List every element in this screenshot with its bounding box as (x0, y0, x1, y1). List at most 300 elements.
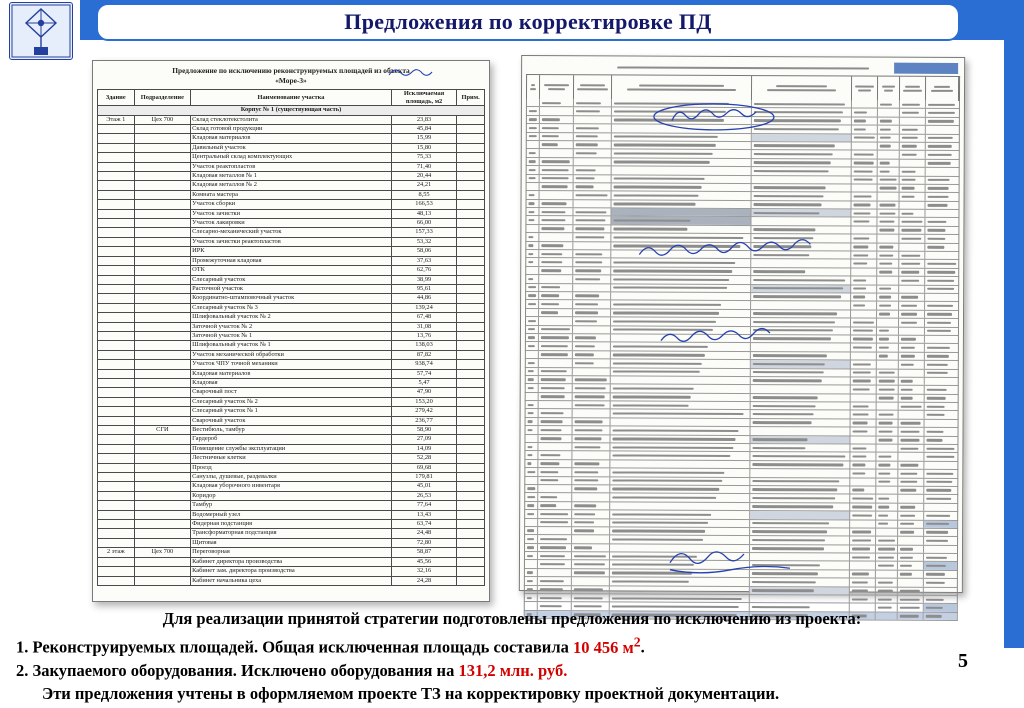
illegible-text-line (853, 321, 874, 323)
illegible-text-line (575, 144, 597, 146)
illegible-text-line (901, 112, 919, 114)
illegible-text-line (853, 195, 871, 197)
illegible-text-line (528, 219, 534, 221)
scan-cell (539, 418, 573, 426)
note-cell (457, 115, 485, 124)
illegible-text-line (528, 244, 534, 246)
scan-cell (752, 125, 852, 133)
scan-cell (850, 486, 876, 494)
scan-cell (574, 158, 612, 166)
illegible-text-line (900, 397, 912, 399)
excluded-area-cell: 95,61 (391, 284, 456, 293)
division-cell (134, 454, 191, 463)
scan-cell (852, 184, 878, 192)
scan-cell (750, 478, 850, 486)
note-cell (457, 482, 485, 491)
scan-cell (877, 352, 899, 359)
building-cell (98, 200, 135, 209)
scan-cell (925, 218, 958, 226)
illegible-text-line (527, 471, 536, 473)
illegible-text-line (900, 548, 914, 550)
table-row (98, 501, 485, 510)
illegible-text-line (901, 128, 918, 130)
building-cell (98, 172, 135, 181)
scan-cell (925, 302, 958, 310)
scan-cell (926, 101, 959, 109)
scan-cell (924, 504, 957, 512)
scan-cell (525, 460, 538, 467)
table-row (98, 303, 485, 312)
table-row (98, 426, 485, 435)
illegible-text-line (612, 404, 688, 407)
scan-cell (540, 124, 574, 132)
scan-cell (573, 301, 611, 309)
illegible-text-line (753, 212, 819, 215)
illegible-text-line (751, 572, 817, 575)
illegible-text-line (877, 598, 892, 600)
scan-cell (526, 225, 539, 232)
scan-cell (899, 327, 925, 335)
illegible-text-line (753, 312, 837, 315)
illegible-text-line (900, 514, 915, 516)
scan-cell (573, 292, 611, 300)
building-cell (98, 426, 135, 435)
division-cell (134, 228, 191, 237)
illegible-text-line (900, 338, 915, 340)
illegible-text-line (527, 496, 535, 498)
illegible-text-line (899, 590, 920, 592)
excluded-area-cell: 75,33 (391, 153, 456, 162)
note-cell (457, 284, 485, 293)
illegible-text-line (901, 321, 917, 323)
illegible-text-line (753, 161, 831, 164)
scan-cell (851, 260, 877, 268)
scan-cell (898, 503, 924, 511)
scan-cell (852, 201, 878, 209)
scan-cell (876, 503, 898, 510)
scan-cell (924, 470, 957, 478)
division-cell (134, 125, 191, 134)
illegible-text-line (900, 363, 914, 365)
note-cell (457, 162, 485, 171)
illegible-text-line (527, 538, 534, 540)
illegible-text-line (541, 135, 558, 137)
scan-cell (526, 426, 539, 433)
illegible-text-line (613, 177, 704, 180)
illegible-text-line (900, 439, 919, 441)
illegible-text-line (753, 254, 810, 257)
scan-cell (526, 292, 539, 299)
scan-cell (611, 267, 751, 275)
scan-cell (925, 227, 958, 235)
illegible-text-line (613, 261, 735, 264)
illegible-text-line (611, 597, 742, 600)
scan-cell (525, 586, 538, 593)
scan-cell (526, 284, 539, 291)
table-row (98, 538, 485, 547)
illegible-text-line (530, 88, 536, 90)
scan-cell (900, 101, 926, 109)
excluded-area-cell: 23,83 (391, 115, 456, 124)
illegible-text-line (612, 471, 725, 474)
scan-cell (538, 535, 572, 543)
building-cell (98, 360, 135, 369)
illegible-text-line (751, 564, 819, 567)
illegible-text-line (613, 135, 718, 138)
illegible-text-line (612, 538, 703, 541)
illegible-text-line (541, 244, 563, 246)
scan-cell (898, 487, 924, 495)
illegible-text-line (540, 337, 569, 340)
illegible-text-line (528, 110, 537, 112)
area-name-cell: Кладовая металлов № 2 (191, 181, 392, 190)
illegible-text-line (879, 254, 893, 256)
illegible-text-line (926, 540, 948, 542)
illegible-text-line (527, 420, 533, 422)
scan-cell (877, 243, 899, 250)
area-name-cell: Склад стеклотекстолита (191, 115, 392, 124)
illegible-text-line (752, 337, 831, 340)
division-cell (134, 350, 191, 359)
table-row (98, 557, 485, 566)
illegible-text-line (878, 472, 891, 474)
scan-cell (527, 183, 540, 190)
left-document-title-line1: Предложение по исключению реконструируемых площадей из объекта (172, 66, 410, 75)
illegible-text-line (574, 404, 604, 407)
illegible-text-line (574, 546, 593, 548)
illegible-text-line (927, 120, 953, 123)
area-name-cell: Водомерный узел (191, 510, 392, 519)
illegible-text-line (612, 354, 704, 357)
division-cell (134, 275, 191, 284)
table-row (98, 294, 485, 303)
illegible-text-line (527, 429, 533, 431)
note-cell (457, 407, 485, 416)
excluded-area-cell: 58,06 (391, 247, 456, 256)
division-cell (134, 284, 191, 293)
scan-cell (899, 310, 925, 318)
scan-cell (572, 468, 610, 476)
illegible-text-line (879, 246, 894, 248)
note-cell (457, 444, 485, 453)
scan-cell (526, 300, 539, 307)
scan-cell (751, 209, 851, 217)
scan-cell (573, 343, 611, 351)
illegible-text-line (853, 296, 866, 298)
illegible-text-line (528, 194, 535, 196)
scan-cell (898, 520, 924, 528)
illegible-text-line (540, 546, 566, 549)
scan-cell (611, 284, 751, 292)
header-cell (540, 75, 574, 99)
table-row (98, 219, 485, 228)
area-name-cell: Гардероб (191, 435, 392, 444)
scan-cell (574, 116, 612, 124)
scan-cell (924, 512, 957, 520)
scan-cell (611, 334, 751, 342)
scan-cell (877, 260, 899, 267)
scan-cell (525, 594, 538, 601)
scan-cell (525, 519, 538, 526)
illegible-text-line (927, 137, 952, 140)
illegible-text-line (853, 162, 873, 164)
scan-cell (525, 561, 538, 568)
scan-cell (876, 562, 898, 569)
scan-cell (899, 369, 925, 377)
table-row (98, 237, 485, 246)
scan-cell (525, 569, 538, 576)
scan-cell (573, 359, 611, 367)
scan-cell (539, 292, 573, 300)
area-name-cell: Помещение службы эксплуатации (191, 444, 392, 453)
scan-cell (574, 150, 612, 158)
scan-cell (539, 250, 573, 258)
note-cell (457, 190, 485, 199)
illegible-text-line (878, 430, 892, 432)
scan-cell (539, 334, 573, 342)
scan-cell (572, 569, 610, 577)
scan-cell (878, 151, 900, 158)
illegible-text-line (612, 370, 699, 373)
scan-cell (752, 176, 852, 184)
note-cell (457, 143, 485, 152)
scan-cell (925, 252, 958, 260)
scan-cell (899, 218, 925, 226)
scan-cell (899, 403, 925, 411)
illegible-text-line (613, 144, 715, 147)
scan-cell (610, 494, 750, 502)
scan-cell (751, 268, 851, 276)
scan-cell (898, 495, 924, 503)
scan-cell (540, 158, 574, 166)
scan-cell (926, 160, 959, 168)
scan-cell (611, 393, 751, 401)
illegible-text-line (879, 263, 893, 265)
table-row (98, 510, 485, 519)
scan-cell (752, 100, 852, 108)
division-cell (134, 294, 191, 303)
illegible-text-line (613, 320, 716, 323)
scan-cell (752, 134, 852, 142)
area-name-cell: Тамбур (191, 501, 392, 510)
scan-cell (878, 159, 900, 166)
illegible-text-line (612, 446, 733, 449)
excluded-area-cell: 71,40 (391, 162, 456, 171)
illegible-text-line (752, 438, 808, 441)
illegible-text-line (926, 498, 951, 501)
scan-cell (610, 536, 750, 544)
illegible-text-line (752, 522, 830, 525)
area-name-cell: Кладовая уборочного инвентаря (191, 482, 392, 491)
excluded-area-cell: 938,74 (391, 360, 456, 369)
scan-cell (925, 269, 958, 277)
scan-cell (878, 134, 900, 141)
scan-cell (538, 569, 572, 577)
scan-cell (572, 477, 610, 485)
scan-cell (540, 183, 574, 191)
table-row (98, 284, 485, 293)
scan-cell (611, 343, 751, 351)
illegible-text-line (853, 246, 869, 248)
illegible-text-line (528, 236, 534, 238)
scan-cell (900, 151, 926, 159)
scan-cell (611, 418, 751, 426)
division-cell (134, 303, 191, 312)
excluded-area-cell: 166,53 (391, 200, 456, 209)
excluded-area-cell: 44,86 (391, 294, 456, 303)
illegible-text-line (541, 269, 561, 271)
scan-cell (899, 285, 925, 293)
area-name-cell: Участок лакировки (191, 219, 392, 228)
scan-cell (878, 201, 900, 208)
illegible-text-line (853, 254, 868, 256)
scan-cell (899, 235, 925, 243)
scan-cell (539, 376, 573, 384)
illegible-text-line (613, 102, 729, 105)
scan-cell (877, 386, 899, 393)
scan-cell (610, 469, 750, 477)
illegible-text-line (527, 454, 532, 456)
excluded-area-cell: 31,08 (391, 322, 456, 331)
scan-cell (526, 351, 539, 358)
scan-cell (850, 570, 876, 578)
illegible-text-line (574, 530, 594, 532)
illegible-text-line (612, 488, 719, 491)
scan-cell (539, 342, 573, 350)
illegible-text-line (878, 372, 895, 374)
title-box (96, 3, 960, 41)
scan-cell (573, 225, 611, 233)
illegible-text-line (573, 563, 605, 566)
scan-cell (539, 393, 573, 401)
table-row (98, 143, 485, 152)
scan-cell (878, 101, 900, 108)
scan-cell (898, 478, 924, 486)
illegible-text-line (776, 85, 828, 88)
scan-cell (525, 477, 538, 484)
illegible-text-line (540, 437, 561, 439)
note-cell (457, 510, 485, 519)
scan-cell (898, 545, 924, 553)
scan-cell (573, 242, 611, 250)
illegible-text-line (927, 221, 946, 223)
scan-cell (573, 234, 611, 242)
illegible-text-line (540, 412, 563, 414)
illegible-text-line (752, 463, 843, 466)
illegible-text-line (926, 456, 954, 459)
illegible-text-line (878, 456, 891, 458)
scan-cell (538, 594, 572, 602)
table-row (98, 463, 485, 472)
scan-cell (750, 452, 850, 460)
illegible-text-line (878, 346, 888, 348)
excluded-area-cell: 38,99 (391, 275, 456, 284)
building-cell (98, 294, 135, 303)
illegible-text-line (900, 489, 917, 491)
scan-cell (876, 461, 898, 468)
scan-cell (751, 419, 851, 427)
scan-cell (526, 217, 539, 224)
area-name-cell: Проезд (191, 463, 392, 472)
scan-cell (526, 275, 539, 282)
note-cell (457, 266, 485, 275)
scan-cell (876, 453, 898, 460)
area-name-cell: Промежуточная кладовая (191, 256, 392, 265)
right-table-rows (524, 99, 960, 621)
illegible-text-line (852, 489, 864, 491)
scan-cell (850, 596, 876, 604)
illegible-text-line (575, 194, 608, 197)
scan-cell (574, 200, 612, 208)
scan-cell (899, 227, 925, 235)
excluded-area-cell: 58,87 (391, 548, 456, 557)
scan-cell (611, 326, 751, 334)
illegible-text-line (877, 590, 892, 592)
left-document-scan (92, 60, 490, 602)
table-row (98, 153, 485, 162)
division-cell (134, 435, 191, 444)
illegible-text-line (540, 513, 569, 516)
scan-cell (899, 394, 925, 402)
illegible-text-line (852, 338, 872, 340)
note-cell (457, 426, 485, 435)
table-row (98, 209, 485, 218)
scan-cell (611, 276, 751, 284)
table-row (98, 350, 485, 359)
scan-cell (925, 353, 958, 361)
illegible-text-line (851, 573, 868, 575)
building-cell (98, 266, 135, 275)
scan-cell (876, 495, 898, 502)
area-name-cell: Комната мастера (191, 190, 392, 199)
illegible-text-line (541, 227, 564, 229)
scan-cell (877, 235, 899, 242)
illegible-text-line (753, 103, 844, 106)
illegible-text-line (573, 588, 603, 591)
scan-cell (852, 100, 878, 108)
scan-cell (850, 503, 876, 511)
illegible-text-line (527, 362, 534, 364)
header-cell (900, 77, 926, 101)
scan-cell (899, 294, 925, 302)
illegible-text-line (527, 387, 534, 389)
note-cell (457, 473, 485, 482)
scan-cell (899, 428, 925, 436)
scan-cell (572, 552, 610, 560)
scan-cell (899, 268, 925, 276)
excluded-area-cell: 24,28 (391, 576, 456, 585)
illegible-text-line (539, 588, 562, 590)
scan-cell (611, 376, 751, 384)
division-cell (134, 510, 191, 519)
illegible-text-line (526, 588, 532, 590)
table-row (98, 454, 485, 463)
scan-cell (572, 460, 610, 468)
footer-line2-suffix: . (640, 637, 645, 657)
illegible-text-line (878, 422, 893, 424)
building-cell (98, 378, 135, 387)
scan-cell (612, 192, 752, 200)
table-row (98, 397, 485, 406)
area-name-cell: Кладовая материалов (191, 134, 392, 143)
excluded-area-cell: 15,80 (391, 143, 456, 152)
scan-cell (539, 300, 573, 308)
illegible-text-line (753, 321, 836, 324)
illegible-text-line (878, 397, 894, 399)
illegible-text-line (882, 85, 896, 87)
scan-cell (611, 360, 751, 368)
scan-cell (752, 117, 852, 125)
